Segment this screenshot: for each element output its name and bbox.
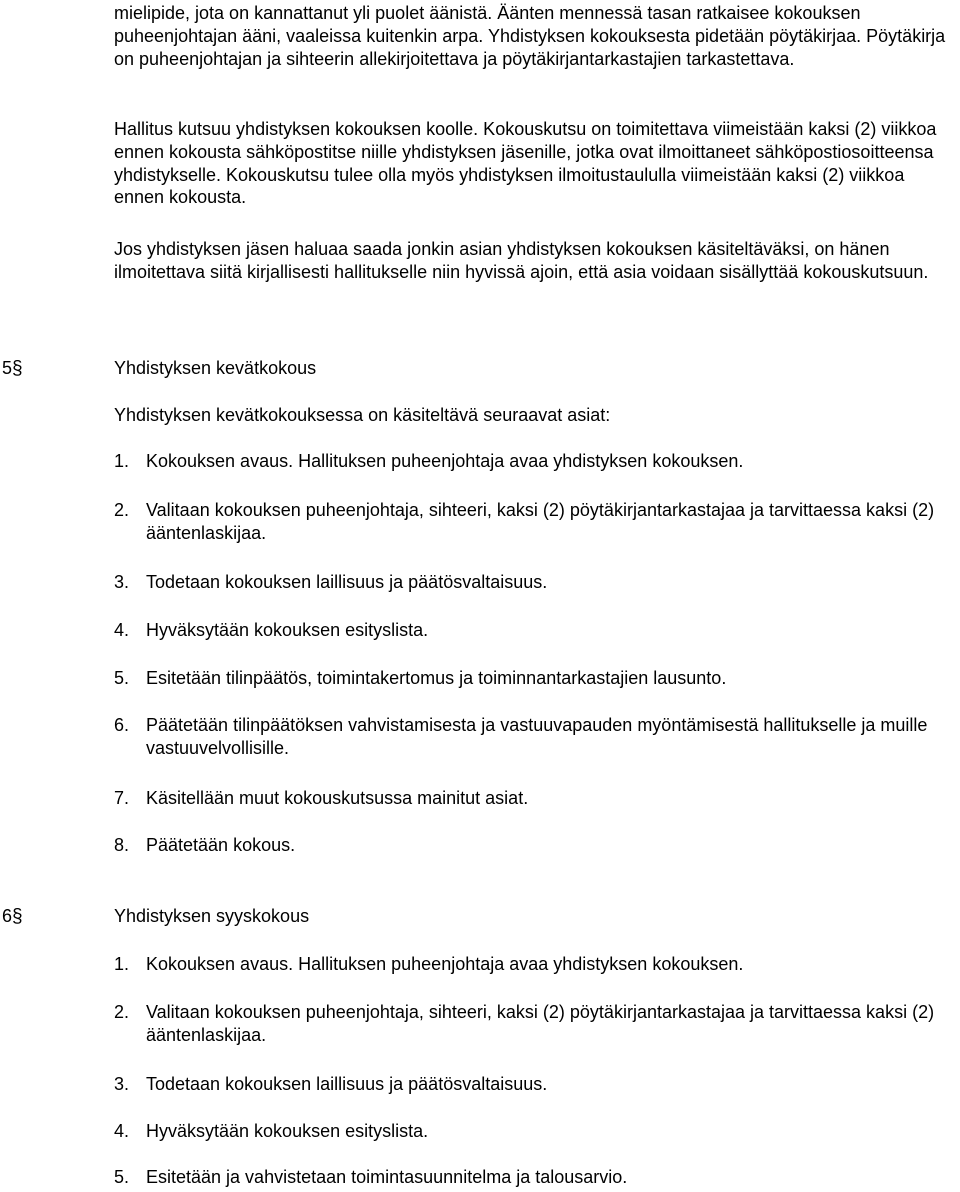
list-item	[114, 1120, 954, 1143]
list-item-text: Todetaan kokouksen laillisuus ja päätösvaltaisuus.	[146, 1074, 548, 1094]
list-item-text: Valitaan kokouksen puheenjohtaja, sihteeri, kaksi (2) pöytäkirjantarkastajaa ja tarvittaessa kaksi (2) ääntenlaskijaa.	[146, 500, 935, 543]
paragraph-meeting-invitation: Hallitus kutsuu yhdistyksen kokouksen koolle. Kokouskutsu on toimitettava viimeistään kaksi (2) viikkoa ennen kokousta sähköpostitse niille yhdistyksen jäsenille, jotka ovat ilmoittaneet sähköpostiosoitteensa yhdistykselle. Kokouskutsu tulee olla myös yhdistyksen ilmoitustaululla viimeistään kaksi (2) viikkoa ennen kokousta.	[114, 119, 937, 208]
section-6-heading	[0, 905, 960, 929]
list-item	[114, 1073, 954, 1096]
list-item	[114, 571, 954, 594]
list-item	[114, 619, 954, 642]
list-item-text: Kokouksen avaus. Hallituksen puheenjohtaja avaa yhdistyksen kokouksen.	[146, 954, 744, 974]
list-item-number: 2.	[114, 500, 130, 520]
list-item-text: Päätetään kokous.	[146, 835, 296, 855]
list-item-text: Todetaan kokouksen laillisuus ja päätösvaltaisuus.	[146, 572, 548, 592]
paragraph-voting-minutes: mielipide, jota on kannattanut yli puolet äänistä. Äänten mennessä tasan ratkaisee kokouksen puheenjohtajan ääni, vaaleissa kuitenkin arpa. Yhdistyksen kokouksesta pidetään pöytäkirjaa. Pöytäkirja on puheenjohtajan ja sihteerin allekirjoitettava ja pöytäkirjantarkastajien tarkastettava.	[114, 3, 946, 69]
list-item-number: 4.	[114, 620, 130, 640]
list-item-number: 8.	[114, 835, 130, 855]
section-number: 5	[2, 358, 13, 378]
section-title: Yhdistyksen syyskokous	[114, 906, 310, 926]
list-item-text: Esitetään ja vahvistetaan toimintasuunnitelma ja talousarvio.	[146, 1167, 628, 1187]
list-item-number: 4.	[114, 1121, 130, 1141]
list-item	[114, 1001, 954, 1047]
list-item-text: Hyväksytään kokouksen esityslista.	[146, 620, 429, 640]
list-item-text: Kokouksen avaus. Hallituksen puheenjohtaja avaa yhdistyksen kokouksen.	[146, 451, 744, 471]
list-item-number: 1.	[114, 954, 130, 974]
section-title: Yhdistyksen kevätkokous	[114, 358, 317, 378]
list-item-number: 3.	[114, 572, 130, 592]
list-item-text: Päätetään tilinpäätöksen vahvistamisesta ja vastuuvapauden myöntämisestä hallitukselle ja muille vastuuvelvollisille.	[146, 715, 928, 758]
section-sign: §	[12, 906, 23, 927]
list-item-number: 7.	[114, 788, 130, 808]
list-item	[114, 714, 954, 760]
list-item-number: 2.	[114, 1002, 130, 1022]
list-item-text: Hyväksytään kokouksen esityslista.	[146, 1121, 429, 1141]
list-item-number: 3.	[114, 1074, 130, 1094]
section-sign: §	[12, 358, 23, 379]
list-item-number: 5.	[114, 1167, 130, 1187]
section-number: 6	[2, 906, 13, 926]
list-item-text: Käsitellään muut kokouskutsussa mainitut asiat.	[146, 788, 529, 808]
list-item-number: 5.	[114, 668, 130, 688]
list-item-number: 1.	[114, 451, 130, 471]
list-item-text: Esitetään tilinpäätös, toimintakertomus ja toiminnantarkastajien lausunto.	[146, 668, 727, 688]
list-item-text: Valitaan kokouksen puheenjohtaja, sihteeri, kaksi (2) pöytäkirjantarkastajaa ja tarvittaessa kaksi (2) ääntenlaskijaa.	[146, 1002, 935, 1045]
list-item	[114, 834, 954, 857]
list-item	[114, 953, 954, 976]
paragraph-member-proposals: Jos yhdistyksen jäsen haluaa saada jonkin asian yhdistyksen kokouksen käsiteltäväksi, on hänen ilmoitettava siitä kirjallisesti hallitukselle niin hyvissä ajoin, että asia voidaan sisällyttää kokouskutsuun.	[114, 239, 929, 282]
section-5-intro: Yhdistyksen kevätkokouksessa on käsiteltävä seuraavat asiat:	[114, 405, 611, 425]
list-item-number: 6.	[114, 715, 130, 735]
list-item	[114, 450, 954, 473]
list-item	[114, 667, 954, 690]
list-item	[114, 1166, 954, 1189]
section-5-heading	[0, 357, 960, 381]
list-item	[114, 499, 954, 545]
list-item	[114, 787, 954, 810]
